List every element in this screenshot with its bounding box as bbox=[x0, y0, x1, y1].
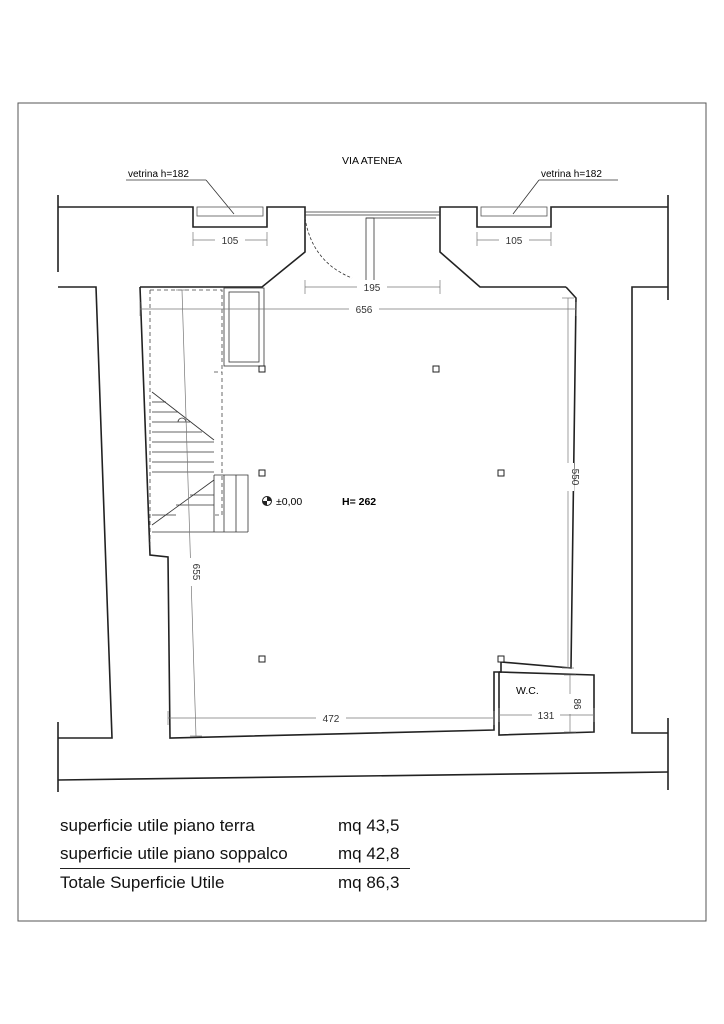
sheet-border bbox=[18, 103, 706, 921]
level-marker-icon bbox=[263, 497, 272, 506]
facade-wall bbox=[58, 207, 668, 287]
vetrina-right-leader bbox=[513, 180, 539, 214]
summary-label: superficie utile piano soppalco bbox=[60, 844, 288, 863]
staircase bbox=[152, 392, 248, 532]
summary-row-mezzanine bbox=[60, 840, 410, 869]
column-markers bbox=[259, 366, 504, 662]
entrance-door bbox=[305, 212, 440, 280]
surface-summary bbox=[60, 812, 410, 897]
room-height-label: H= 262 bbox=[342, 496, 377, 508]
dim-entrance: 195 bbox=[363, 283, 381, 294]
column-marker bbox=[498, 470, 504, 476]
dim-inner-width: 656 bbox=[355, 305, 373, 316]
summary-value: mq 86,3 bbox=[338, 873, 400, 892]
dim-left-height: 655 bbox=[190, 563, 201, 581]
column-marker bbox=[259, 366, 265, 372]
vetrina-right-label: vetrina h=182 bbox=[541, 169, 602, 180]
summary-value: mq 43,5 bbox=[338, 816, 400, 835]
dim-vetrina-left: 105 bbox=[221, 236, 239, 247]
room-outline bbox=[140, 287, 594, 738]
vetrina-left-label: vetrina h=182 bbox=[128, 169, 189, 180]
summary-label: superficie utile piano terra bbox=[60, 816, 255, 835]
vetrina-left-leader bbox=[206, 180, 234, 214]
dim-wc-width: 131 bbox=[537, 711, 555, 722]
dim-wc-depth: 86 bbox=[571, 698, 582, 710]
dim-right-height: 550 bbox=[569, 468, 580, 486]
dimension-labels bbox=[183, 234, 582, 725]
dim-vetrina-right: 105 bbox=[505, 236, 523, 247]
street-label: VIA ATENEA bbox=[342, 155, 402, 167]
summary-row-ground-floor bbox=[60, 812, 410, 840]
wc-label: W.C. bbox=[516, 685, 539, 697]
column-marker bbox=[498, 656, 504, 662]
column-marker bbox=[259, 656, 265, 662]
counter-unit bbox=[224, 288, 264, 366]
dim-bottom-width: 472 bbox=[322, 714, 340, 725]
column-marker bbox=[259, 470, 265, 476]
summary-label: Totale Superficie Utile bbox=[60, 873, 225, 892]
column-marker bbox=[433, 366, 439, 372]
summary-value: mq 42,8 bbox=[338, 844, 400, 863]
summary-row-total bbox=[60, 869, 410, 897]
level-label: ±0,00 bbox=[276, 496, 303, 508]
